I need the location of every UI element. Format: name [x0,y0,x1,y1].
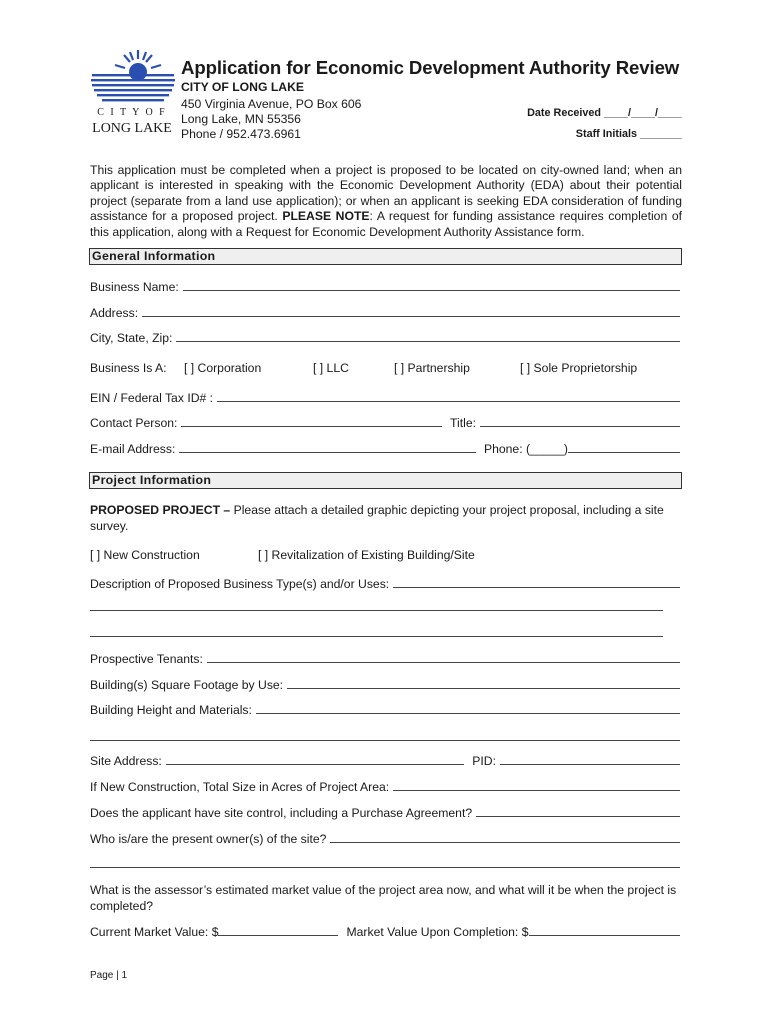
org-address-line2: Long Lake, MN 55356 [181,112,301,126]
building-height-field[interactable] [90,702,682,717]
intro-text-a: This application must be completed when a project is proposed to be located on city-owned land; when an applicant is interested in speaking with the Economic Development Authority (EDA) about their potential project (separate from a land use application); or when an applicant is seeking EDA consideration of funding assistance for a proposed project. [90,163,682,224]
market-value-row [90,924,682,939]
business-name-label: Business Name: [90,280,179,294]
owners-field[interactable] [90,831,682,846]
checkbox-corporation[interactable]: [ ] Corporation [184,361,262,375]
org-name: CITY OF LONG LAKE [181,80,305,94]
checkbox-revitalization[interactable]: [ ] Revitalization of Existing Building/Site [258,548,475,562]
square-footage-field[interactable] [90,677,682,692]
address-label: Address: [90,306,139,320]
business-name-line[interactable] [183,290,680,291]
square-footage-line[interactable] [287,688,680,689]
site-control-field[interactable] [90,805,682,820]
email-phone-row [90,441,682,456]
current-value-label: Current Market Value: $ [90,925,219,939]
org-address-line1: 450 Virginia Avenue, PO Box 606 [181,97,362,111]
site-control-line[interactable] [476,816,680,817]
owners-label: Who is/are the present owner(s) of the site? [90,832,327,846]
section-general-information: General Information [89,248,682,265]
proposed-project-paragraph [90,502,682,534]
email-label: E-mail Address: [90,442,176,456]
square-footage-label: Building(s) Square Footage by Use: [90,678,284,692]
title-label: Title: [450,416,476,430]
intro-note: PLEASE NOTE [282,209,370,224]
city-state-zip-field[interactable] [90,330,682,345]
logo-city-of: C I T Y O F [97,107,167,118]
phone-line[interactable] [568,452,680,453]
description-label: Description of Proposed Business Type(s) and/or Uses: [90,577,390,591]
owners-line-2[interactable] [90,867,680,868]
address-field[interactable] [90,305,682,320]
ein-line[interactable] [217,401,680,402]
site-address-label: Site Address: [90,754,162,768]
sun-icon [91,50,175,101]
email-line[interactable] [179,452,476,453]
staff-initials[interactable]: Staff Initials _______ [575,128,682,140]
intro-paragraph [90,163,682,240]
description-line[interactable] [393,587,680,588]
site-address-row [90,753,682,768]
phone-label: Phone: (_____) [483,442,568,456]
contact-row [90,415,682,430]
owners-line[interactable] [330,842,680,843]
completion-value-line[interactable] [529,935,681,936]
tenants-label: Prospective Tenants: [90,652,203,666]
description-line-3[interactable] [90,636,663,637]
tenants-line[interactable] [207,662,680,663]
checkbox-llc[interactable]: [ ] LLC [313,361,349,375]
acres-label: If New Construction, Total Size in Acres of Project Area: [90,780,390,794]
city-state-zip-label: City, State, Zip: [90,331,173,345]
intro-text-b: : A request for funding assistance requires completion of this application, along with a Request for Economic Development Authority Assistance form. [90,209,682,239]
assessor-question: What is the assessor’s estimated market value of the project area now, and what will it be when the project is completed? [90,883,677,913]
checkbox-new-construction[interactable]: [ ] New Construction [90,548,200,562]
address-line[interactable] [142,316,680,317]
proposed-project-bold: PROPOSED PROJECT – [90,503,231,517]
description-field[interactable] [90,576,682,591]
proposed-project-text: Please attach a detailed graphic depicting your project proposal, including a site survey. [90,503,664,533]
building-height-label: Building Height and Materials: [90,703,252,717]
checkbox-sole-proprietorship[interactable]: [ ] Sole Proprietorship [520,361,638,375]
pid-label: PID: [472,754,496,768]
acres-line[interactable] [393,790,680,791]
acres-field[interactable] [90,779,682,794]
site-address-line[interactable] [166,764,464,765]
org-phone: Phone / 952.473.6961 [181,127,301,141]
city-state-zip-line[interactable] [176,341,680,342]
city-logo [88,48,176,140]
ein-field[interactable] [90,390,682,405]
title-line[interactable] [480,426,680,427]
date-received[interactable]: Date Received ____/____/____ [527,107,682,119]
checkbox-partnership[interactable]: [ ] Partnership [394,361,470,375]
business-type-label: Business Is A: [90,361,167,375]
contact-person-label: Contact Person: [90,416,178,430]
contact-person-line[interactable] [181,426,442,427]
building-height-line-2[interactable] [90,740,680,741]
business-name-field[interactable] [90,279,682,294]
pid-line[interactable] [500,764,680,765]
section-project-information: Project Information [89,472,682,489]
completion-value-label: Market Value Upon Completion: $ [346,925,529,939]
page-title: Application for Economic Development Authority Review [181,57,680,78]
description-line-2[interactable] [90,610,663,611]
page-number: Page | 1 [90,970,128,981]
ein-label: EIN / Federal Tax ID# : [90,391,214,405]
current-value-line[interactable] [218,935,338,936]
tenants-field[interactable] [90,651,682,666]
site-control-label: Does the applicant have site control, including a Purchase Agreement? [90,806,473,820]
building-height-line[interactable] [256,713,680,714]
logo-long-lake: LONG LAKE [92,121,172,136]
